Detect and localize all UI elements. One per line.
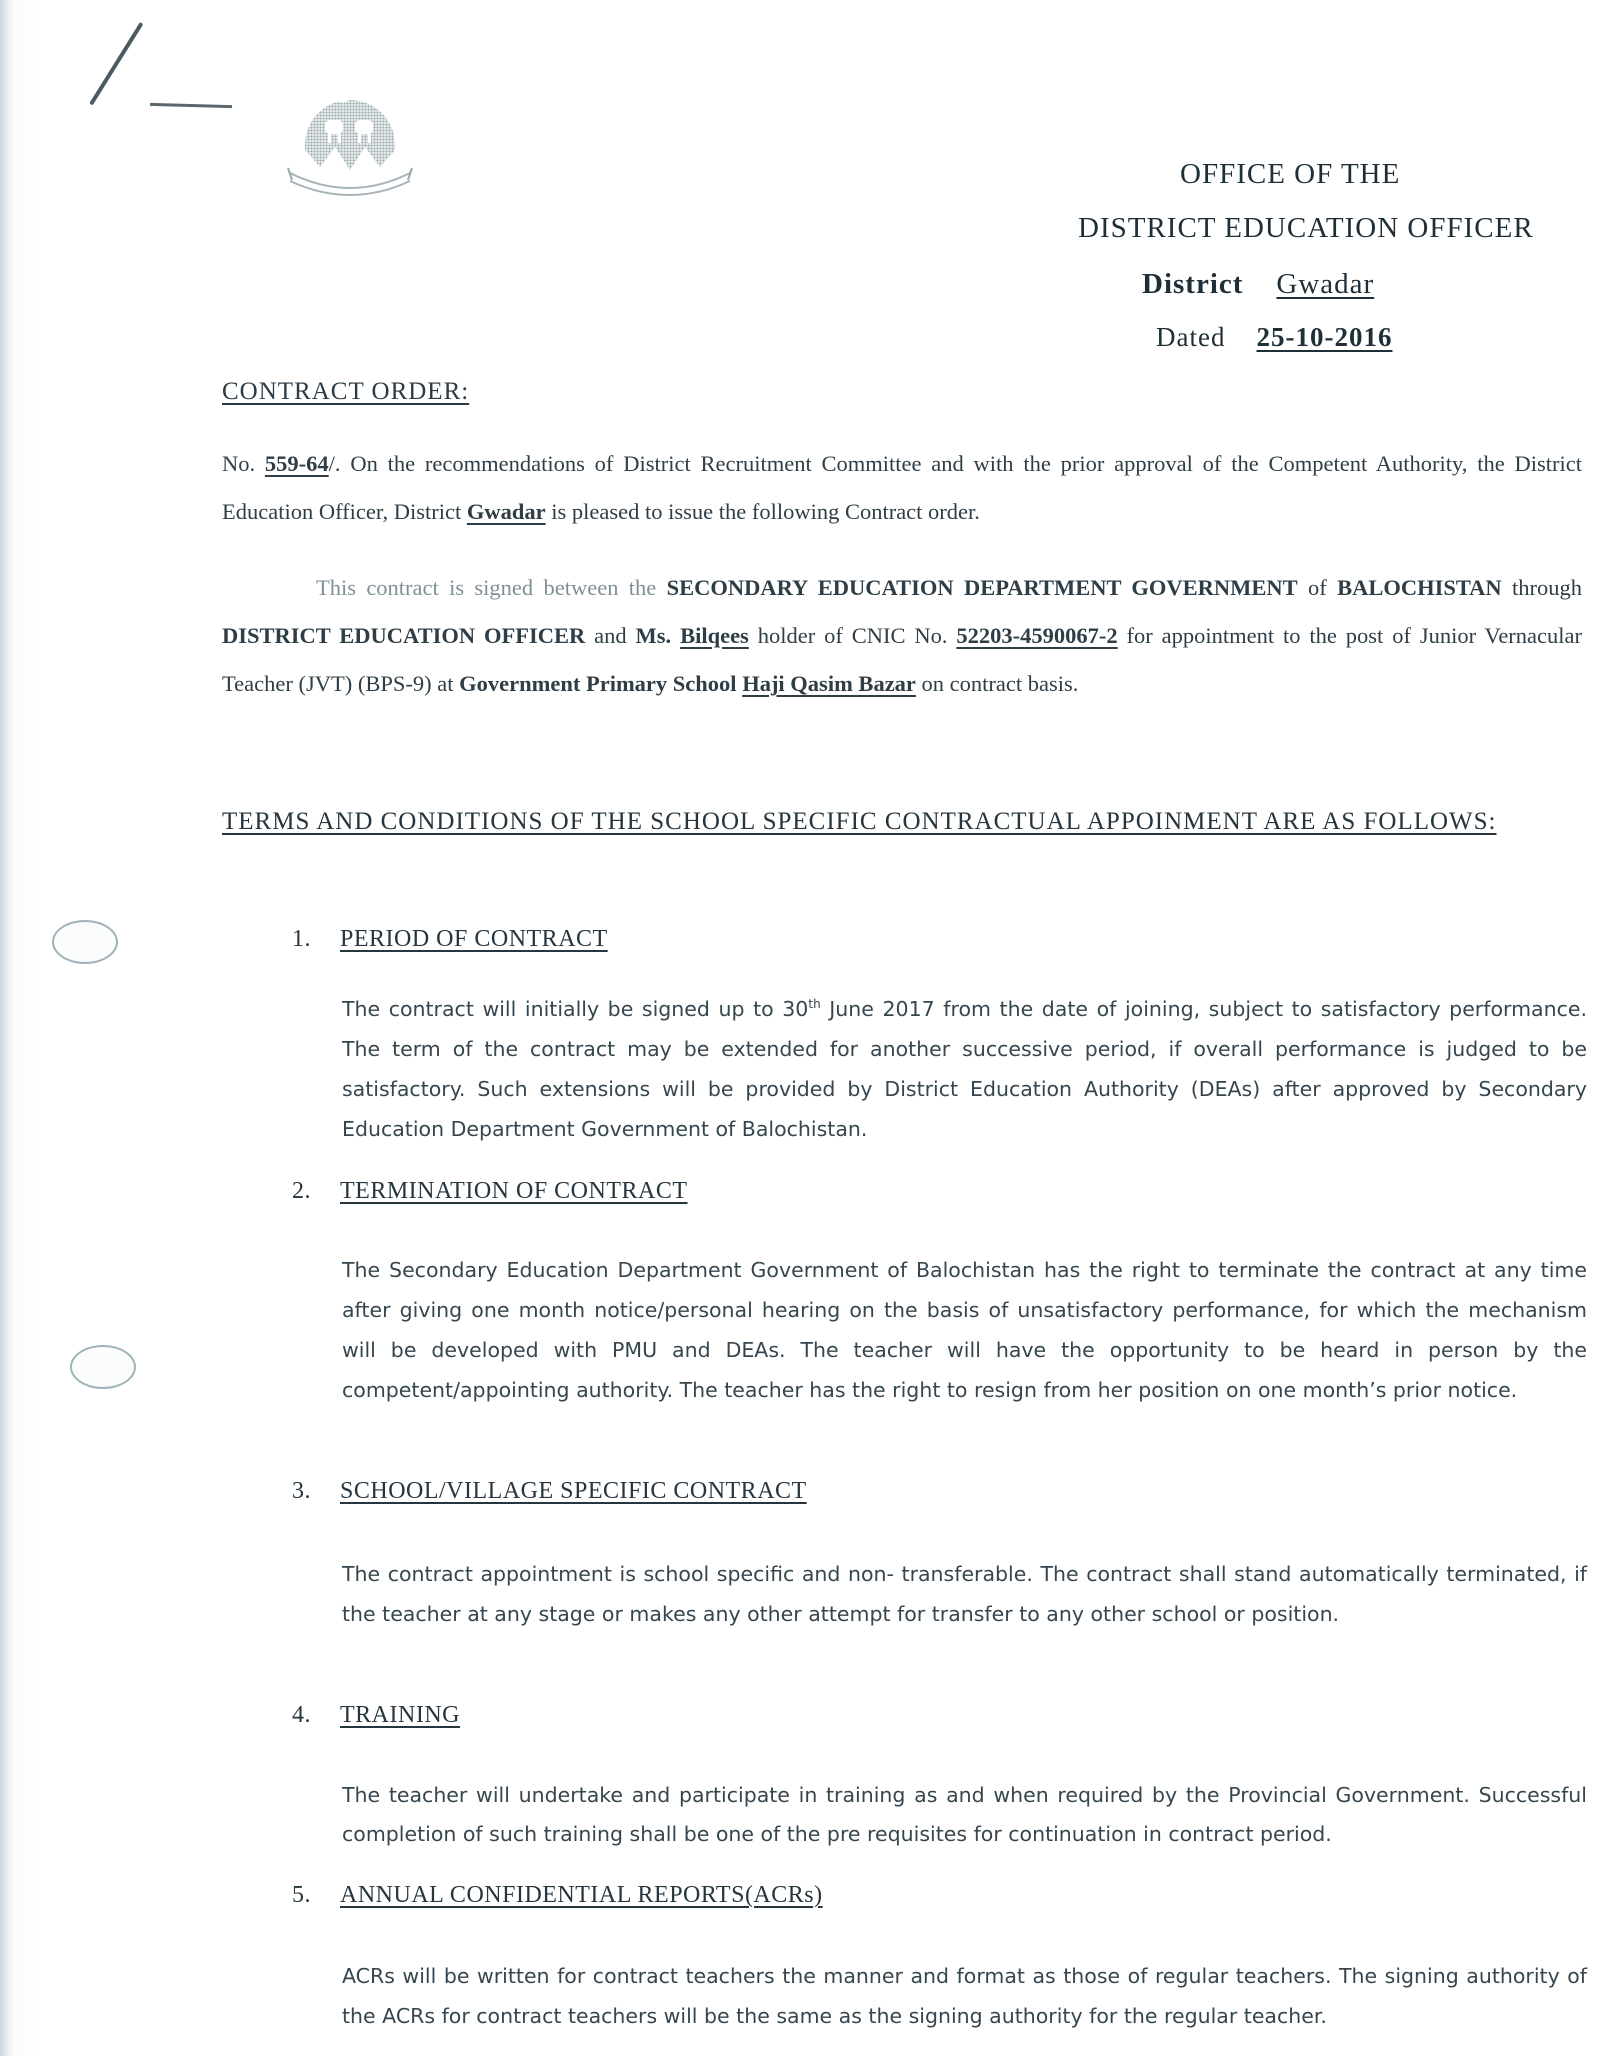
- punch-hole-icon: [52, 920, 118, 964]
- terms-title: TERMS AND CONDITIONS OF THE SCHOOL SPECIFIC CONTRACTUAL APPOINMENT ARE AS FOLLOWS:: [222, 808, 1497, 835]
- order-intro-paragraph: [222, 440, 1582, 536]
- honorific: Ms.: [635, 623, 672, 648]
- section-title: PERIOD OF CONTRACT: [340, 926, 608, 952]
- section-title: TRAINING: [340, 1702, 460, 1728]
- contract-text: for appointment to the post of Junior Vernacular Teacher (JVT) (BPS-9) at: [222, 623, 1582, 696]
- contract-text: through: [1501, 575, 1583, 600]
- school-name: Haji Qasim Bazar: [742, 671, 916, 696]
- section-heading-1: [292, 926, 608, 953]
- contract-parties-paragraph: [222, 564, 1582, 708]
- section-number: 2.: [292, 1178, 311, 1204]
- party-province: BALOCHISTAN: [1337, 575, 1502, 600]
- order-no-suffix: /.: [328, 451, 341, 476]
- section-heading-4: [292, 1702, 460, 1729]
- order-intro-text-end: is pleased to issue the following Contract order.: [545, 499, 980, 524]
- order-intro-text: On the recommendations of District Recruitment Committee and with the prior approval of the Competent Authority, the District Education Officer, District: [222, 451, 1582, 524]
- dated-line: [1156, 322, 1392, 353]
- section-text: June 2017 from the date of joining, subject to satisfactory performance. The term of the contract may be extended for another successive period, if overall performance is judged to be satisfactory. Such extensions will be provided by District Education Authority (DEAs) after approved by Secondary Education Department Government of Balochistan.: [342, 996, 1587, 1141]
- contract-text: and: [585, 623, 636, 648]
- section-heading-2: [292, 1178, 688, 1205]
- order-no-label: No.: [222, 451, 256, 476]
- contract-text: of: [1297, 575, 1338, 600]
- section-body-3: The contract appointment is school specific and non- transferable. The contract shall stand automatically terminated, if the teacher at any stage or makes any other attempt for transfer to any other school or position.: [342, 1562, 1587, 1626]
- teacher-name: Bilqees: [680, 623, 749, 648]
- contract-text: on contract basis.: [915, 671, 1079, 696]
- office-title-line2: DISTRICT EDUCATION OFFICER: [1078, 212, 1534, 244]
- section-title: TERMINATION OF CONTRACT: [340, 1178, 688, 1204]
- order-district: Gwadar: [466, 499, 546, 524]
- section-number: 1.: [292, 926, 311, 952]
- school-type: Government Primary School: [459, 671, 737, 696]
- district-line: [1142, 268, 1374, 301]
- party-department: SECONDARY EDUCATION DEPARTMENT GOVERNMENT: [666, 575, 1298, 600]
- staple-mark-icon: [150, 103, 232, 108]
- balochistan-emblem-icon: [280, 75, 420, 205]
- contract-text: holder of CNIC No.: [748, 623, 957, 648]
- section-number: 3.: [292, 1478, 311, 1504]
- order-no-value: 559-64: [264, 451, 329, 476]
- section-heading-5: [292, 1882, 823, 1909]
- section-number: 5.: [292, 1882, 311, 1908]
- office-title-line1: OFFICE OF THE: [1180, 158, 1401, 190]
- section-body-2: The Secondary Education Department Government of Balochistan has the right to terminate the contract at any time after giving one month notice/personal hearing on the basis of unsatisfactory performance, for which the mechanism will be developed with PMU and DEAs. The teacher will have the opportunity to be heard in person by the competent/appointing authority. The teacher has the right to resign from her position on one month’s prior notice.: [342, 1258, 1587, 1402]
- section-text: The contract will initially be signed up to 30: [342, 996, 809, 1021]
- district-label: District: [1142, 268, 1244, 300]
- superscript: th: [808, 997, 821, 1011]
- section-heading-3: [292, 1478, 807, 1505]
- cnic-number: 52203-4590067-2: [956, 623, 1118, 648]
- district-value: Gwadar: [1276, 268, 1375, 300]
- dated-value: 25-10-2016: [1256, 322, 1393, 352]
- contract-text: This contract is signed between the: [316, 575, 667, 600]
- section-body-1: [342, 984, 1587, 1149]
- section-body-5: ACRs will be written for contract teachers the manner and format as those of regular teachers. The signing authority of the ACRs for contract teachers will be the same as the signing authority for the regular teacher.: [342, 1964, 1587, 2028]
- section-body-4: The teacher will undertake and participate in training as and when required by the Provincial Government. Successful completion of such training shall be one of the pre requisites for continuation in contract period.: [342, 1783, 1587, 1846]
- section-title: ANNUAL CONFIDENTIAL REPORTS(ACRs): [340, 1882, 823, 1908]
- section-number: 4.: [292, 1702, 311, 1728]
- section-title: SCHOOL/VILLAGE SPECIFIC CONTRACT: [340, 1478, 807, 1504]
- party-deo: DISTRICT EDUCATION OFFICER: [222, 623, 586, 648]
- staple-mark-icon: [89, 22, 143, 106]
- dated-label: Dated: [1156, 322, 1226, 352]
- contract-order-title: CONTRACT ORDER:: [222, 378, 470, 405]
- punch-hole-icon: [70, 1345, 136, 1389]
